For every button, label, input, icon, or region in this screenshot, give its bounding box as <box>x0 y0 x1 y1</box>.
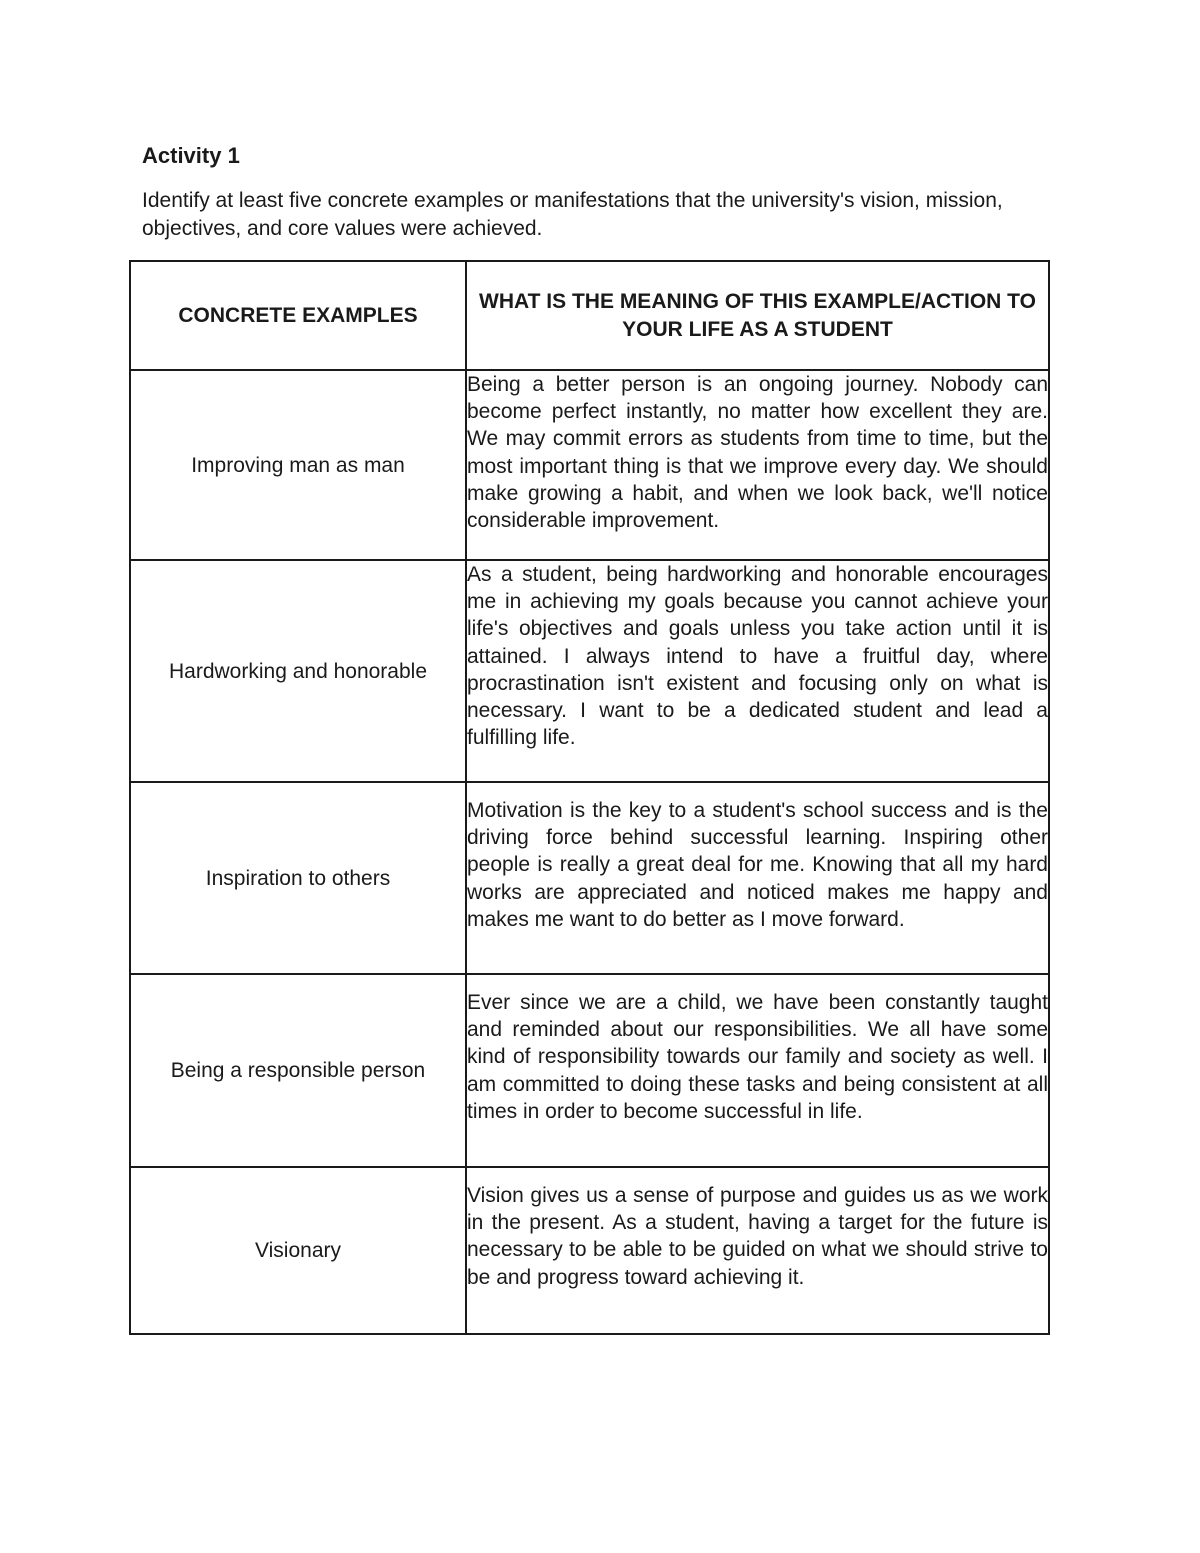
meaning-cell: As a student, being hardworking and honorable encourages me in achieving my goals because you cannot achieve your life's objectives and goals unless you take action until it is attained. I always intend to have a fruitful day, where procrastination isn't existent and focusing only on what is necessary. I want to be a dedicated student and lead a fulfilling life. <box>466 560 1049 782</box>
example-cell: Hardworking and honorable <box>130 560 466 782</box>
meaning-cell: Being a better person is an ongoing journey. Nobody can become perfect instantly, no matter how excellent they are. We may commit errors as students from time to time, but the most important thing is that we improve every day. We should make growing a habit, and when we look back, we'll notice considerable improvement. <box>466 370 1049 560</box>
example-cell: Inspiration to others <box>130 782 466 974</box>
header-meaning: WHAT IS THE MEANING OF THIS EXAMPLE/ACTION TO YOUR LIFE AS A STUDENT <box>466 261 1049 370</box>
header-concrete-examples: CONCRETE EXAMPLES <box>130 261 466 370</box>
meaning-cell: Motivation is the key to a student's school success and is the driving force behind successful learning. Inspiring other people is really a great deal for me. Knowing that all my hard works are appreciated and noticed makes me happy and makes me want to do better as I move forward. <box>466 782 1049 974</box>
activity-instructions: Identify at least five concrete examples or manifestations that the university's vision, mission, objectives, and core values were achieved. <box>142 189 1003 240</box>
example-cell: Improving man as man <box>130 370 466 560</box>
table-header-row <box>130 261 1049 370</box>
examples-table <box>129 260 1050 1335</box>
activity-title: Activity 1 <box>142 143 240 168</box>
meaning-cell: Ever since we are a child, we have been constantly taught and reminded about our responsibilities. We all have some kind of responsibility towards our family and society as well. I am committed to doing these tasks and being consistent at all times in order to become successful in life. <box>466 974 1049 1167</box>
table-row <box>130 1167 1049 1334</box>
table-row <box>130 370 1049 560</box>
meaning-cell: Vision gives us a sense of purpose and guides us as we work in the present. As a student, having a target for the future is necessary to be able to be guided on what we should strive to be and progress toward achieving it. <box>466 1167 1049 1334</box>
example-cell: Visionary <box>130 1167 466 1334</box>
table-row <box>130 560 1049 782</box>
table-row <box>130 974 1049 1167</box>
table-row <box>130 782 1049 974</box>
example-cell: Being a responsible person <box>130 974 466 1167</box>
